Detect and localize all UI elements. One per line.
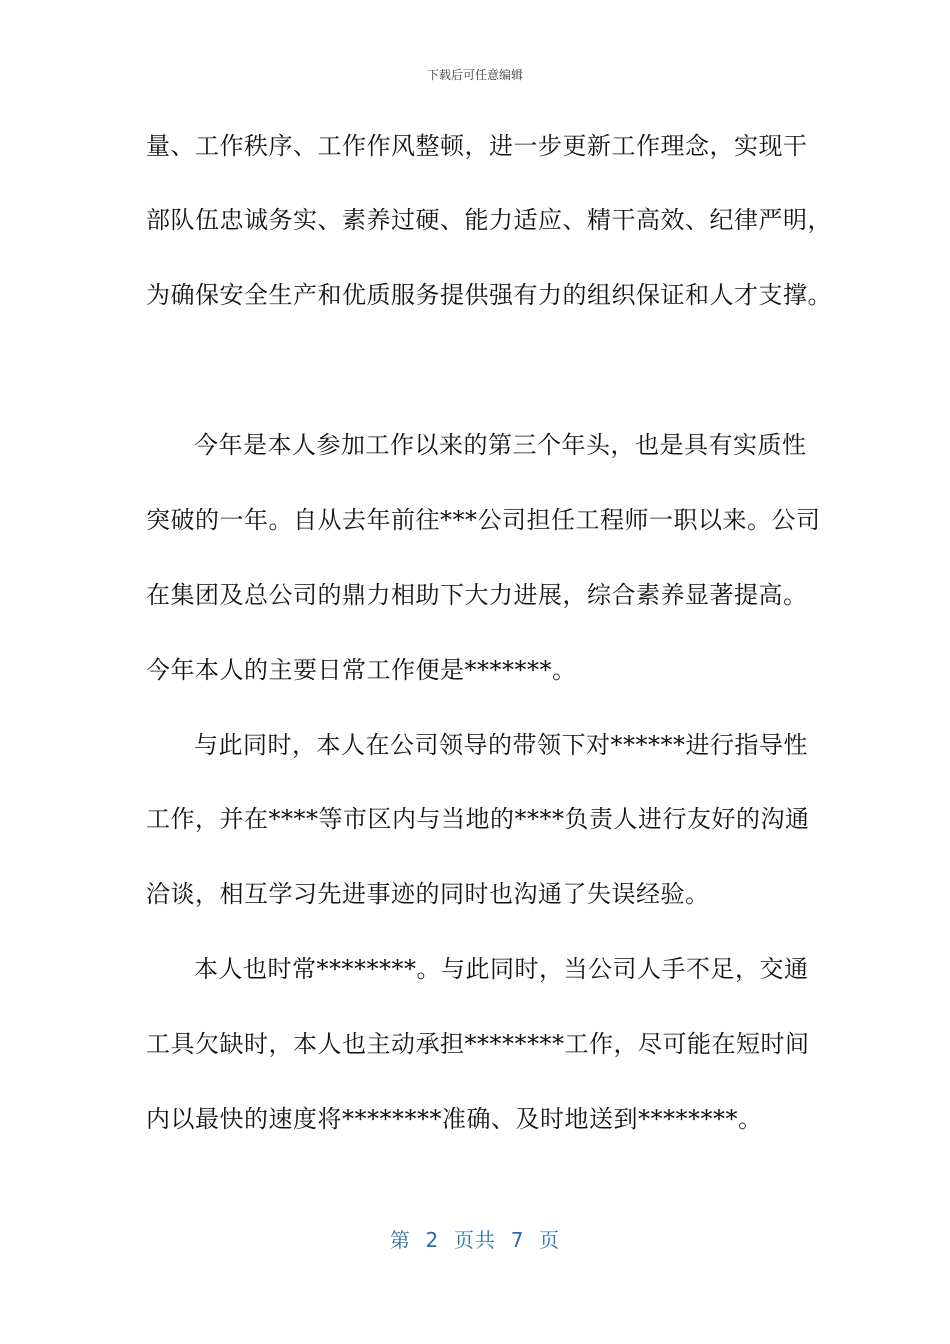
text-line: 为确保安全生产和优质服务提供强有力的组织保证和人才支撑。 (146, 281, 832, 309)
text-line: 突破的一年。自从去年前往***公司担任工程师一职以来。公司 (146, 506, 821, 534)
page-number-label: 第 2 页共 7 页 (389, 1228, 561, 1252)
text-line: 与此同时，本人在公司领导的带领下对******进行指导性 (194, 731, 808, 759)
text-line: 内以最快的速度将********准确、及时地送到********。 (146, 1105, 763, 1133)
text-line: 工作，并在****等市区内与当地的****负责人进行友好的沟通 (146, 805, 810, 833)
text-line: 工具欠缺时，本人也主动承担********工作，尽可能在短时间 (146, 1030, 810, 1058)
download-note: 下载后可任意编辑 (426, 68, 523, 82)
text-line: 量、工作秩序、工作作风整顿，进一步更新工作理念，实现干 (146, 132, 808, 160)
text-line: 在集团及总公司的鼎力相助下大力进展，综合素养显著提高。 (146, 581, 808, 609)
text-line: 部队伍忠诚务实、素养过硬、能力适应、精干高效、纪律严明， (146, 206, 832, 234)
text-line: 今年是本人参加工作以来的第三个年头，也是具有实质性 (194, 431, 807, 459)
text-line: 今年本人的主要日常工作便是*******。 (146, 656, 577, 684)
text-line: 洽谈，相互学习先进事迹的同时也沟通了失误经验。 (146, 880, 710, 908)
page-footer (0, 1224, 950, 1253)
text-line: 本人也时常********。与此同时，当公司人手不足，交通 (194, 955, 809, 983)
